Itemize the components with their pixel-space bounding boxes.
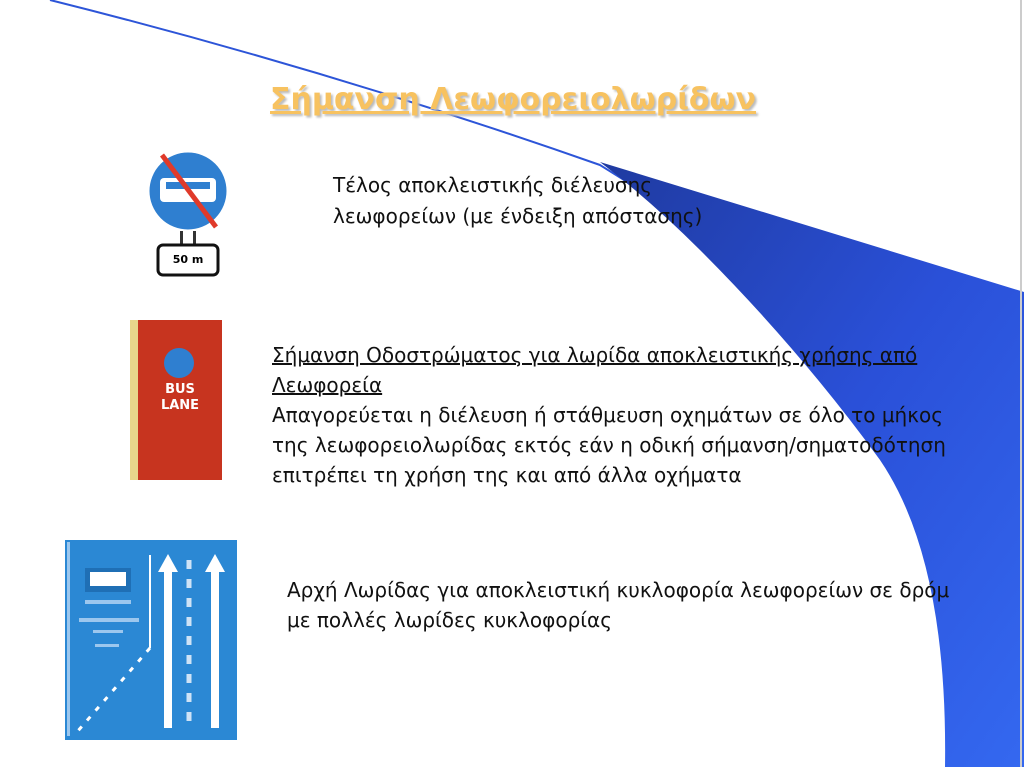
item2-heading-line: Λεωφορεία	[272, 373, 383, 397]
bus-lane-road-marking-sign	[130, 320, 222, 480]
item1-line: Τέλος αποκλειστικής διέλευσης	[333, 173, 653, 197]
item2-line: της λεωφορειολωρίδας εκτός εάν η οδική σήμανση/σηματοδότηση	[272, 433, 946, 457]
slide-title: Σήμανση Λεωφορειολωρίδων	[270, 82, 757, 117]
start-of-bus-lane-sign	[65, 540, 237, 740]
item1-description	[333, 170, 702, 232]
bus-icon	[164, 348, 194, 378]
item2-description	[272, 340, 946, 490]
item2-line: επιτρέπει τη χρήση της και από άλλα οχήματα	[272, 463, 742, 487]
end-of-bus-lane-sign	[140, 145, 240, 285]
item2-heading-line: Σήμανση Οδοστρώματος για λωρίδα αποκλειστικής χρήσης από	[272, 343, 918, 367]
distance-plate-text: 50 m	[172, 253, 204, 266]
bus-lane-label	[138, 382, 222, 414]
sign-text-bus: BUS	[165, 382, 195, 397]
item1-line: λεωφορείων (με ένδειξη απόστασης)	[333, 204, 703, 228]
item3-description	[287, 575, 949, 635]
sign-text-lane: LANE	[160, 398, 200, 413]
item2-line: Απαγορεύεται η διέλευση ή στάθμευση οχημάτων σε όλο το μήκος	[272, 403, 943, 427]
item3-line: με πολλές λωρίδες κυκλοφορίας	[287, 608, 612, 632]
item3-line: Αρχή Λωρίδας για αποκλειστική κυκλοφορία λεωφορείων σε δρόμ	[287, 578, 950, 602]
